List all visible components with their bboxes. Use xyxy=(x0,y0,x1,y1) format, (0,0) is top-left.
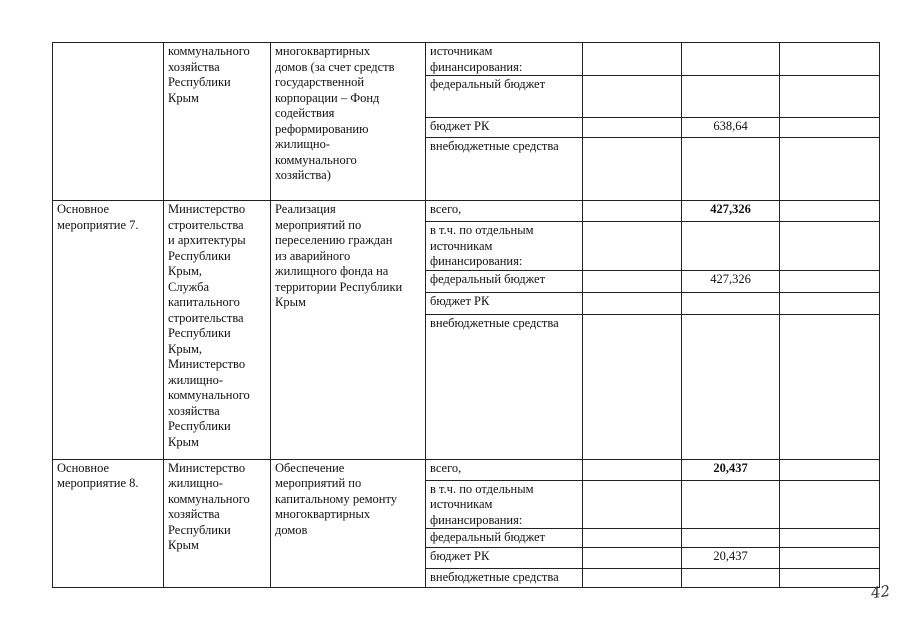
amount-cell: 638,64 xyxy=(682,118,780,138)
funding-source-cell: в т.ч. по отдельным источникам финансирования: xyxy=(426,480,583,529)
amount-cell xyxy=(682,292,780,314)
empty-cell xyxy=(583,76,682,118)
empty-cell xyxy=(583,569,682,588)
amount-cell xyxy=(682,314,780,459)
empty-cell xyxy=(780,270,880,292)
amount-cell xyxy=(682,43,780,76)
empty-cell xyxy=(583,270,682,292)
executor-cell: Министерство строительства и архитектуры Республики Крым, Служба капитального строительства Республики Крым, Министерство жилищно- коммунального хозяйства Республики Крым xyxy=(164,201,271,460)
page-number: 42 xyxy=(869,581,892,603)
budget-table xyxy=(52,42,880,588)
amount-cell xyxy=(682,76,780,118)
empty-cell xyxy=(780,529,880,548)
empty-cell xyxy=(583,138,682,201)
funding-source-cell: источникам финансирования: xyxy=(426,43,583,76)
empty-cell xyxy=(780,118,880,138)
funding-source-cell: всего, xyxy=(426,201,583,222)
funding-source-cell: федеральный бюджет xyxy=(426,270,583,292)
funding-source-cell: федеральный бюджет xyxy=(426,529,583,548)
table-row xyxy=(53,43,880,76)
measure-name-cell: Основное мероприятие 7. xyxy=(53,201,164,460)
table-row xyxy=(53,201,880,222)
description-cell: многоквартирных домов (за счет средств государственной корпорации – Фонд содействия реформированию жилищно- коммунального хозяйства) xyxy=(271,43,426,201)
empty-cell xyxy=(583,548,682,569)
executor-cell: коммунального хозяйства Республики Крым xyxy=(164,43,271,201)
empty-cell xyxy=(583,314,682,459)
empty-cell xyxy=(780,201,880,222)
empty-cell xyxy=(780,459,880,480)
empty-cell xyxy=(583,480,682,529)
amount-cell xyxy=(682,480,780,529)
funding-source-cell: бюджет РК xyxy=(426,292,583,314)
empty-cell xyxy=(780,569,880,588)
funding-source-cell: внебюджетные средства xyxy=(426,569,583,588)
empty-cell xyxy=(583,529,682,548)
funding-source-cell: внебюджетные средства xyxy=(426,138,583,201)
empty-cell xyxy=(583,43,682,76)
amount-cell xyxy=(682,138,780,201)
funding-source-cell: в т.ч. по отдельным источникам финансирования: xyxy=(426,222,583,271)
amount-cell xyxy=(682,569,780,588)
executor-cell: Министерство жилищно- коммунального хозяйства Республики Крым xyxy=(164,459,271,588)
total-amount-cell: 20,437 xyxy=(682,459,780,480)
funding-source-cell: бюджет РК xyxy=(426,118,583,138)
table-row xyxy=(53,459,880,480)
amount-cell xyxy=(682,222,780,271)
empty-cell xyxy=(583,292,682,314)
empty-cell xyxy=(780,43,880,76)
amount-cell: 427,326 xyxy=(682,270,780,292)
empty-cell xyxy=(583,222,682,271)
empty-cell xyxy=(780,292,880,314)
measure-name-cell: Основное мероприятие 8. xyxy=(53,459,164,588)
empty-cell xyxy=(780,222,880,271)
empty-cell xyxy=(780,548,880,569)
empty-cell xyxy=(780,138,880,201)
amount-cell: 20,437 xyxy=(682,548,780,569)
empty-cell xyxy=(780,480,880,529)
description-cell: Обеспечение мероприятий по капитальному ремонту многоквартирных домов xyxy=(271,459,426,588)
empty-cell xyxy=(583,201,682,222)
description-cell: Реализация мероприятий по переселению граждан из аварийного жилищного фонда на территории Республики Крым xyxy=(271,201,426,460)
empty-cell xyxy=(583,459,682,480)
empty-cell xyxy=(583,118,682,138)
amount-cell xyxy=(682,529,780,548)
empty-cell xyxy=(780,314,880,459)
total-amount-cell: 427,326 xyxy=(682,201,780,222)
empty-cell xyxy=(780,76,880,118)
measure-name-cell xyxy=(53,43,164,201)
funding-source-cell: федеральный бюджет xyxy=(426,76,583,118)
funding-source-cell: внебюджетные средства xyxy=(426,314,583,459)
funding-source-cell: всего, xyxy=(426,459,583,480)
funding-source-cell: бюджет РК xyxy=(426,548,583,569)
